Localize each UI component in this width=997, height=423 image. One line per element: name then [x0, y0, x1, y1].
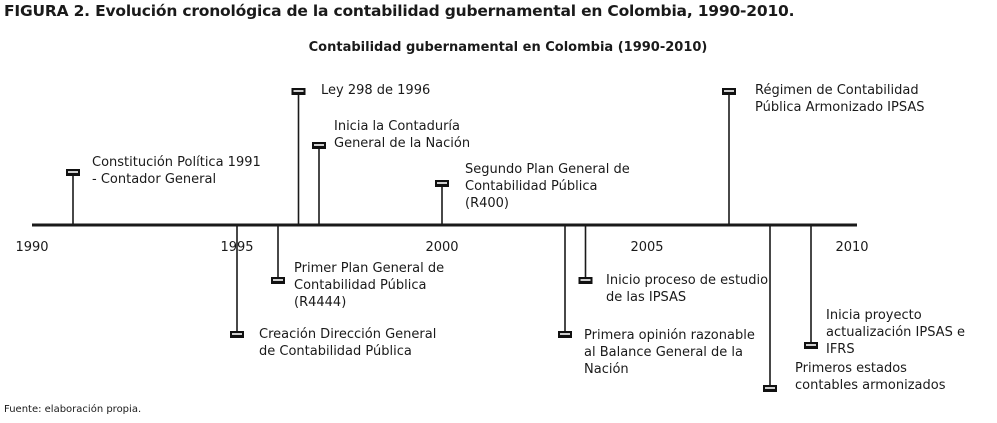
year-label: 1995 [220, 240, 254, 255]
event-marker-highlight [294, 90, 304, 92]
year-label: 2000 [425, 240, 459, 255]
event-marker-highlight [581, 279, 591, 281]
event-label-ipsas-estudio: Inicio proceso de estudio de las IPSAS [606, 273, 769, 305]
event-marker-highlight [437, 182, 447, 184]
event-marker-highlight [560, 333, 570, 335]
event-label-constitucion: Constitución Política 1991 - Contador General [92, 155, 261, 187]
year-label: 2005 [630, 240, 664, 255]
event-marker-highlight [765, 387, 775, 389]
event-label-direccion: Creación Dirección General de Contabilidad Pública [259, 327, 437, 359]
diagram-title: Contabilidad gubernamental en Colombia (1990-2010) [308, 40, 708, 55]
source-note: Fuente: elaboración propia. [4, 404, 142, 415]
event-label-opinion: Primera opinión razonable al Balance General de la Nación [584, 328, 755, 377]
event-label-actualizacion: Inicia proyecto actualización IPSAS e IFRS [826, 308, 965, 357]
event-marker-highlight [232, 333, 242, 335]
event-label-estados: Primeros estados contables armonizados [795, 361, 946, 393]
event-marker-highlight [68, 171, 78, 173]
event-marker-highlight [314, 144, 324, 146]
event-label-ley298: Ley 298 de 1996 [321, 83, 431, 98]
event-marker-highlight [806, 344, 816, 346]
event-label-contaduria: Inicia la Contaduría General de la Nación [334, 119, 471, 151]
event-marker-highlight [273, 279, 283, 281]
event-marker-highlight [724, 90, 734, 92]
figure-caption: Evolución cronológica de la contabilidad gubernamental en Colombia, 1990-2010. [95, 2, 795, 20]
event-label-segundo-plan: Segundo Plan General de Contabilidad Pública (R400) [465, 162, 630, 211]
figure-number: FIGURA 2. [4, 2, 90, 20]
event-label-primer-plan: Primer Plan General de Contabilidad Pública (R4444) [294, 261, 445, 310]
event-label-regimen: Régimen de Contabilidad Pública Armonizado IPSAS [755, 83, 925, 115]
year-label: 2010 [835, 240, 869, 255]
year-label: 1990 [15, 240, 49, 255]
